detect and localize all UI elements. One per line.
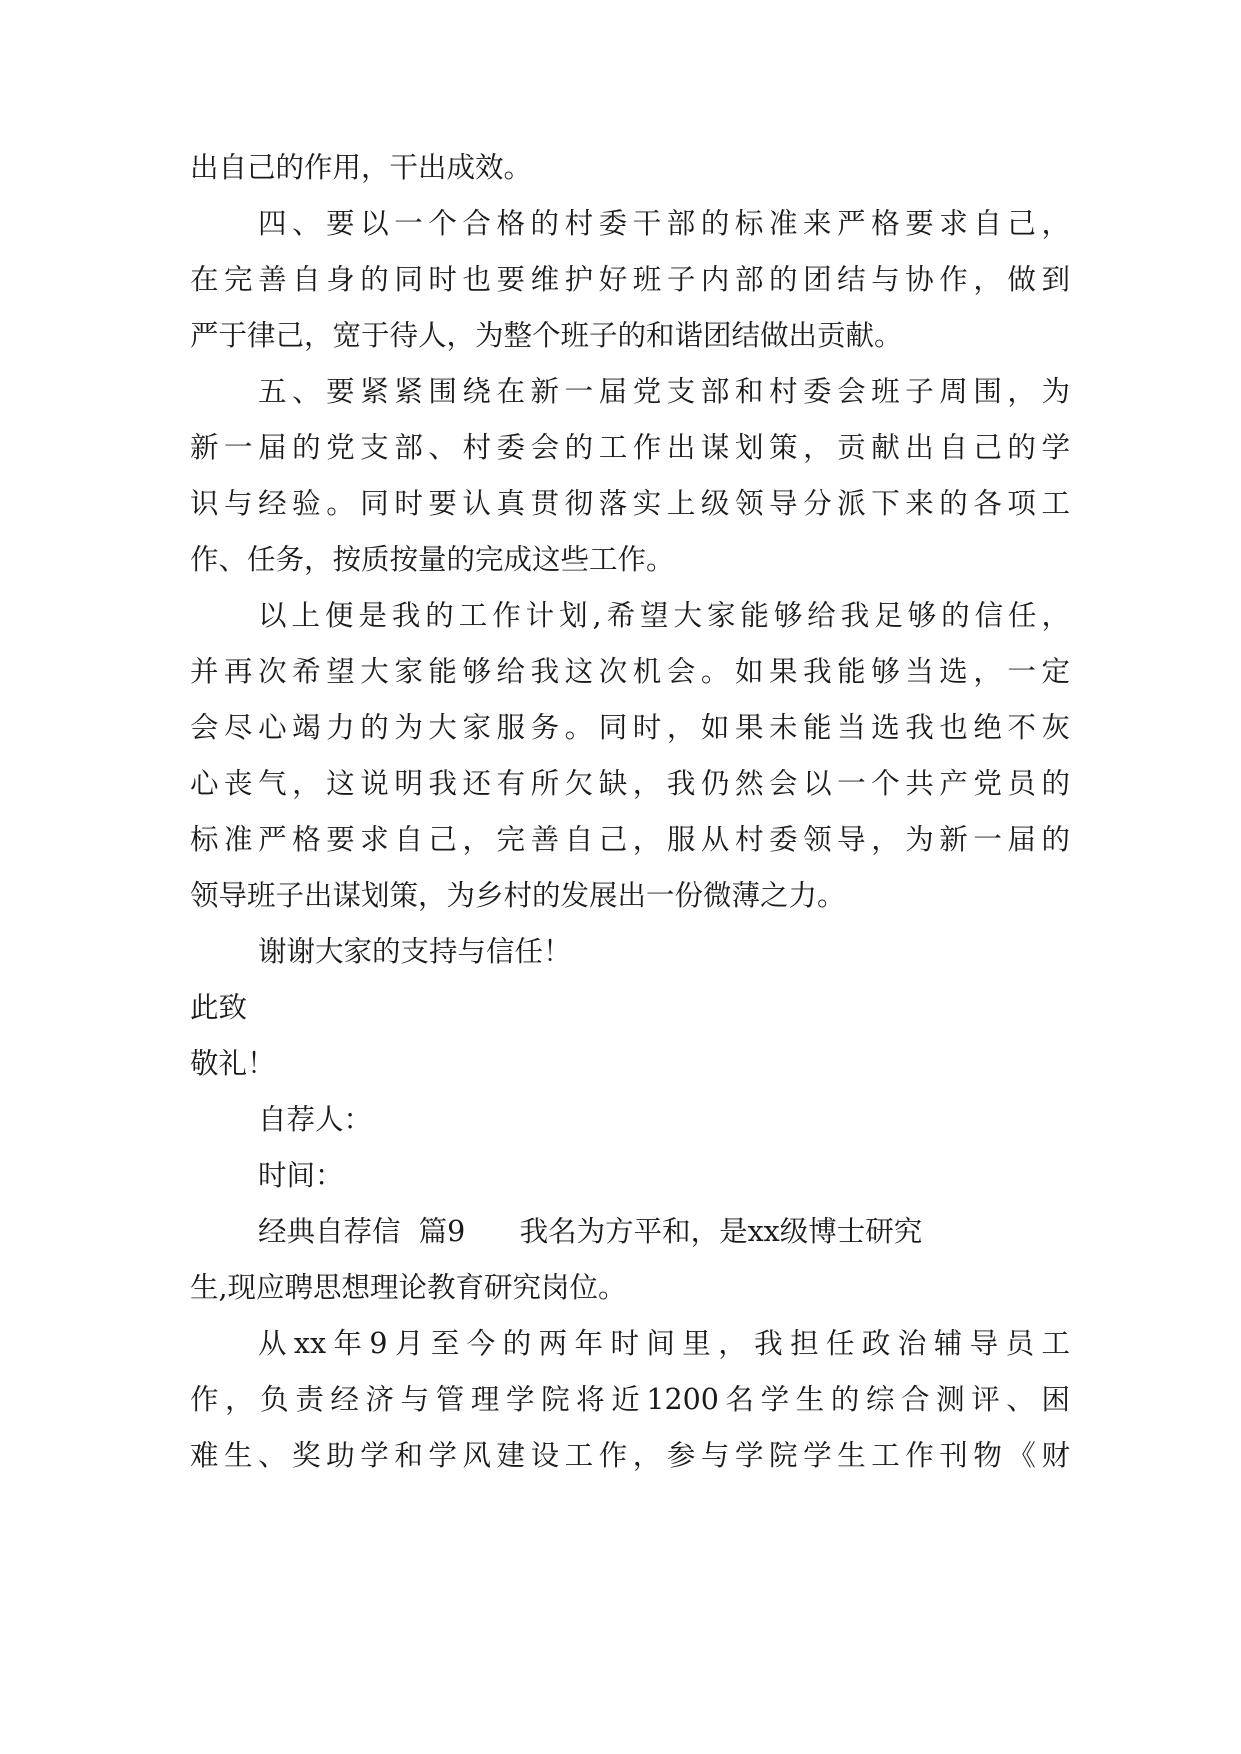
- text-line: 心丧气，这说明我还有所欠缺，我仍然会以一个共产党员的: [190, 767, 1070, 800]
- text-line: 严于律己，宽于待人，为整个班子的和谐团结做出贡献。: [190, 319, 903, 352]
- section-heading-line: 经典自荐信 篇9 我名为方平和，是xx级博士研究: [258, 1215, 923, 1248]
- closing-regards: 敬礼！: [190, 1047, 276, 1080]
- text-line: 五、要紧紧围绕在新一届党支部和村委会班子周围，为: [258, 375, 1070, 408]
- signature-label: 自荐人：: [258, 1103, 373, 1136]
- text-line: 谢谢大家的支持与信任！: [258, 935, 572, 968]
- closing-salutation: 此致: [190, 991, 248, 1024]
- text-line: 以上便是我的工作计划,希望大家能够给我足够的信任，: [258, 599, 1070, 632]
- text-line: 作、任务，按质按量的完成这些工作。: [190, 543, 675, 576]
- text-line: 并再次希望大家能够给我这次机会。如果我能够当选，一定: [190, 655, 1070, 688]
- text-line: 出自己的作用，干出成效。: [190, 151, 533, 184]
- text-line: 四、要以一个合格的村委干部的标准来严格要求自己，: [258, 207, 1070, 240]
- text-line: 作，负责经济与管理学院将近1200名学生的综合测评、困: [190, 1383, 1070, 1416]
- text-line: 在完善自身的同时也要维护好班子内部的团结与协作，做到: [190, 263, 1070, 296]
- text-line: 从xx年9月至今的两年时间里，我担任政治辅导员工: [258, 1327, 1070, 1360]
- date-label: 时间：: [258, 1159, 344, 1192]
- text-line: 领导班子出谋划策，为乡村的发展出一份微薄之力。: [190, 879, 846, 912]
- text-line: 标准严格要求自己，完善自己，服从村委领导，为新一届的: [190, 823, 1070, 856]
- text-line: 生,现应聘思想理论教育研究岗位。: [190, 1271, 627, 1304]
- text-line: 难生、奖助学和学风建设工作，参与学院学生工作刊物《财: [190, 1439, 1070, 1472]
- text-line: 识与经验。同时要认真贯彻落实上级领导分派下来的各项工: [190, 487, 1070, 520]
- text-line: 新一届的党支部、村委会的工作出谋划策，贡献出自己的学: [190, 431, 1070, 464]
- text-line: 会尽心竭力的为大家服务。同时，如果未能当选我也绝不灰: [190, 711, 1070, 744]
